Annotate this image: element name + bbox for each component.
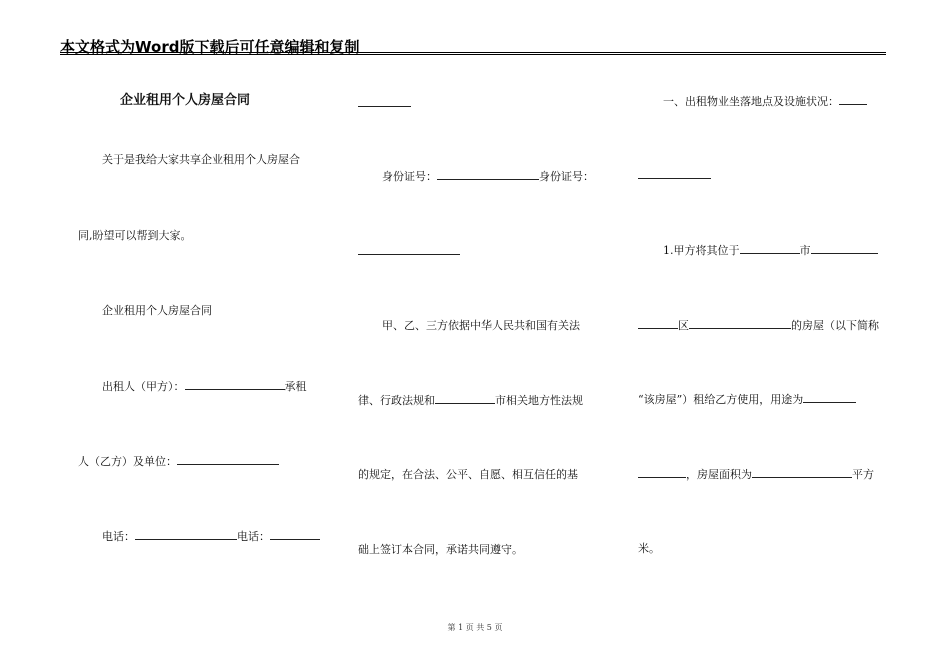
section-1-blank [839, 94, 867, 105]
id-blank-line [358, 244, 460, 259]
id-line [382, 169, 594, 184]
para-line-4: 础上签订本合同，承诺共同遵守。 [358, 543, 523, 556]
city-blank [435, 393, 495, 404]
header-divider [60, 52, 886, 53]
phone-label-2: 电话： [237, 530, 270, 543]
clause-3: “该房屋”）租给乙方使用，用途为 [638, 393, 804, 406]
document-header: 本文格式为Word版下载后可任意编辑和复制 [60, 38, 360, 56]
header-divider-secondary [60, 54, 886, 55]
para-line-2 [358, 393, 583, 408]
intro-line-2: 同,盼望可以帮到大家。 [78, 229, 192, 242]
top-blank-line [358, 96, 411, 111]
usage-blank [803, 392, 856, 403]
clause-1-a: 1.甲方将其位于 [663, 244, 740, 257]
lessor-line [102, 379, 307, 394]
clause-5-line: 米。 [638, 542, 660, 555]
phone-line [102, 529, 320, 544]
section-1-label: 一、出租物业坐落地点及设施状况： [663, 95, 839, 108]
clause-2-b: 的房屋（以下简称 [791, 319, 879, 332]
clause-1-b: 市 [799, 244, 811, 257]
clause-2-a: 区 [678, 319, 689, 332]
phone-label-1: 电话： [102, 530, 135, 543]
contract-title: 企业租用个人房屋合同 [120, 93, 251, 108]
section-1-line [663, 94, 867, 109]
address-blank [689, 318, 791, 329]
id-blank-2 [358, 244, 460, 255]
lessee-label: 人（乙方）及单位： [78, 455, 177, 468]
usage-blank-2 [638, 467, 686, 478]
clause-2-line [638, 318, 879, 333]
location-blank-line [638, 168, 711, 183]
para-line-3: 的规定，在合法、公平、自愿、相互信任的基 [358, 468, 578, 481]
phone-blank-1 [135, 529, 237, 540]
id-blank-1 [437, 169, 539, 180]
top-blank [358, 96, 411, 107]
clause-4-line [638, 467, 874, 482]
district-blank [811, 243, 878, 254]
district-blank-2 [638, 318, 678, 329]
location-blank [638, 168, 711, 179]
city-blank-2 [740, 243, 800, 254]
intro-line-1: 关于是我给大家共享企业租用个人房屋合 [102, 153, 300, 166]
lessee-blank [177, 454, 279, 465]
lessee-line [78, 454, 279, 469]
area-blank [752, 467, 852, 478]
para-line-1: 甲、乙、三方依据中华人民共和国有关法 [382, 319, 580, 332]
subtitle: 企业租用个人房屋合同 [102, 304, 212, 317]
phone-blank-2 [270, 529, 320, 540]
clause-1-line [663, 243, 878, 258]
para-2-a: 律、行政法规和 [358, 394, 435, 407]
clause-4-b: 平方 [852, 468, 874, 481]
clause-3-line [638, 392, 856, 407]
id-label-2: 身份证号： [539, 170, 594, 183]
lessor-suffix: 承租 [284, 380, 307, 393]
lessor-label: 出租人（甲方）： [102, 380, 185, 393]
clause-4-a: ，房屋面积为 [686, 468, 752, 481]
page-footer: 第 1 页 共 5 页 [447, 623, 503, 632]
id-label-1: 身份证号： [382, 170, 437, 183]
lessor-blank [185, 379, 285, 390]
para-2-b: 市相关地方性法规 [495, 394, 583, 407]
